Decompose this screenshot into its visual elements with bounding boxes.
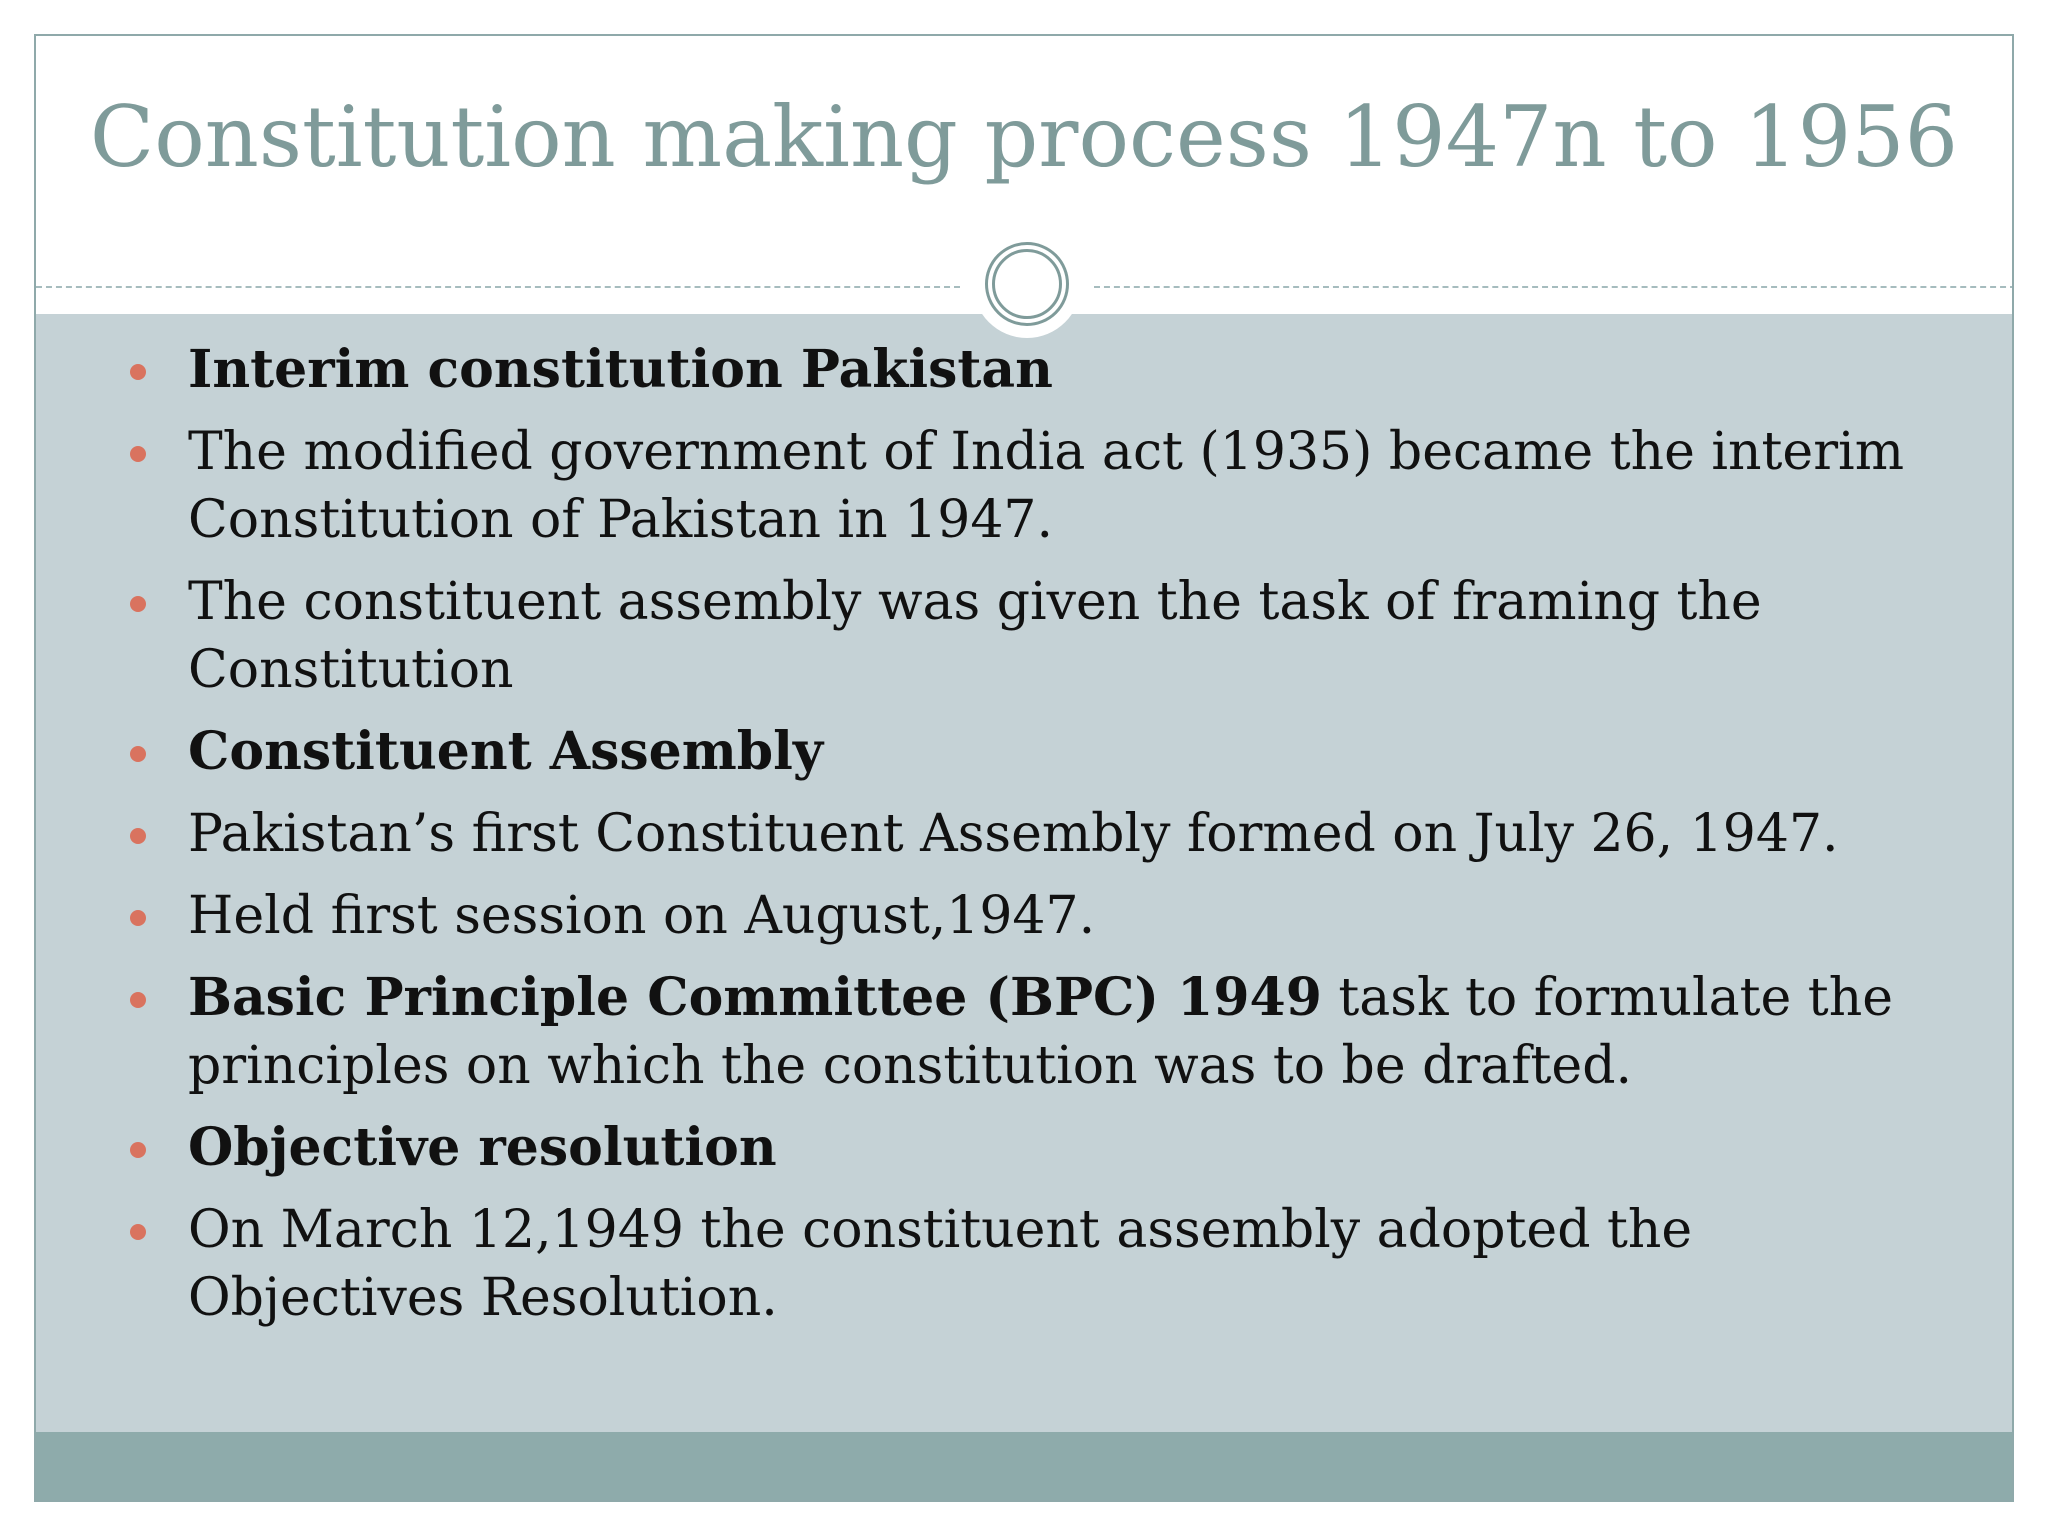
bullet-dot-icon	[130, 596, 146, 612]
bullet-text: On March 12,1949 the constituent assembly adopted the Objectives Resolution.	[188, 1200, 1693, 1328]
bullet-item	[36, 418, 2012, 554]
bullet-item	[36, 1114, 2012, 1182]
bullet-dot-icon	[130, 446, 146, 462]
bullet-dot-icon	[130, 992, 146, 1008]
bullet-item	[36, 568, 2012, 704]
bullet-item	[36, 1196, 2012, 1332]
bullet-list	[36, 336, 2012, 1346]
bullet-heading: Basic Principle Committee (BPC) 1949	[188, 967, 1322, 1028]
bullet-dot-icon	[130, 1142, 146, 1158]
bullet-dot-icon	[130, 746, 146, 762]
bullet-heading: Interim constitution Pakistan	[188, 339, 1053, 400]
title-divider-left	[36, 286, 960, 288]
slide-title: Constitution making process 1947n to 1956	[89, 88, 1959, 186]
circle-ornament-icon	[973, 230, 1081, 338]
bullet-dot-icon	[130, 364, 146, 380]
bullet-heading: Objective resolution	[188, 1117, 777, 1178]
bullet-dot-icon	[130, 1224, 146, 1240]
bullet-dot-icon	[130, 828, 146, 844]
bullet-text: The modified government of India act (1935) became the interim Constitution of Pakistan in 1947.	[188, 422, 1904, 550]
bullet-item	[36, 882, 2012, 950]
bullet-text: The constituent assembly was given the task of framing the Constitution	[188, 572, 1762, 700]
bullet-dot-icon	[130, 910, 146, 926]
circle-ornament-inner	[992, 249, 1062, 319]
bullet-item	[36, 336, 2012, 404]
bullet-text: task to formulate the principles on which the constitution was to be drafted.	[188, 968, 1893, 1096]
bullet-item	[36, 800, 2012, 868]
slide	[34, 34, 2014, 1502]
title-divider-right	[1094, 286, 2014, 288]
bullet-text: Pakistan’s first Constituent Assembly formed on July 26, 1947.	[188, 804, 1839, 864]
circle-ornament-ring	[985, 242, 1069, 326]
footer-band	[36, 1432, 2012, 1502]
bullet-heading: Constituent Assembly	[188, 721, 824, 782]
bullet-text: Held first session on August,1947.	[188, 886, 1096, 946]
bullet-item	[36, 964, 2012, 1100]
bullet-item	[36, 718, 2012, 786]
